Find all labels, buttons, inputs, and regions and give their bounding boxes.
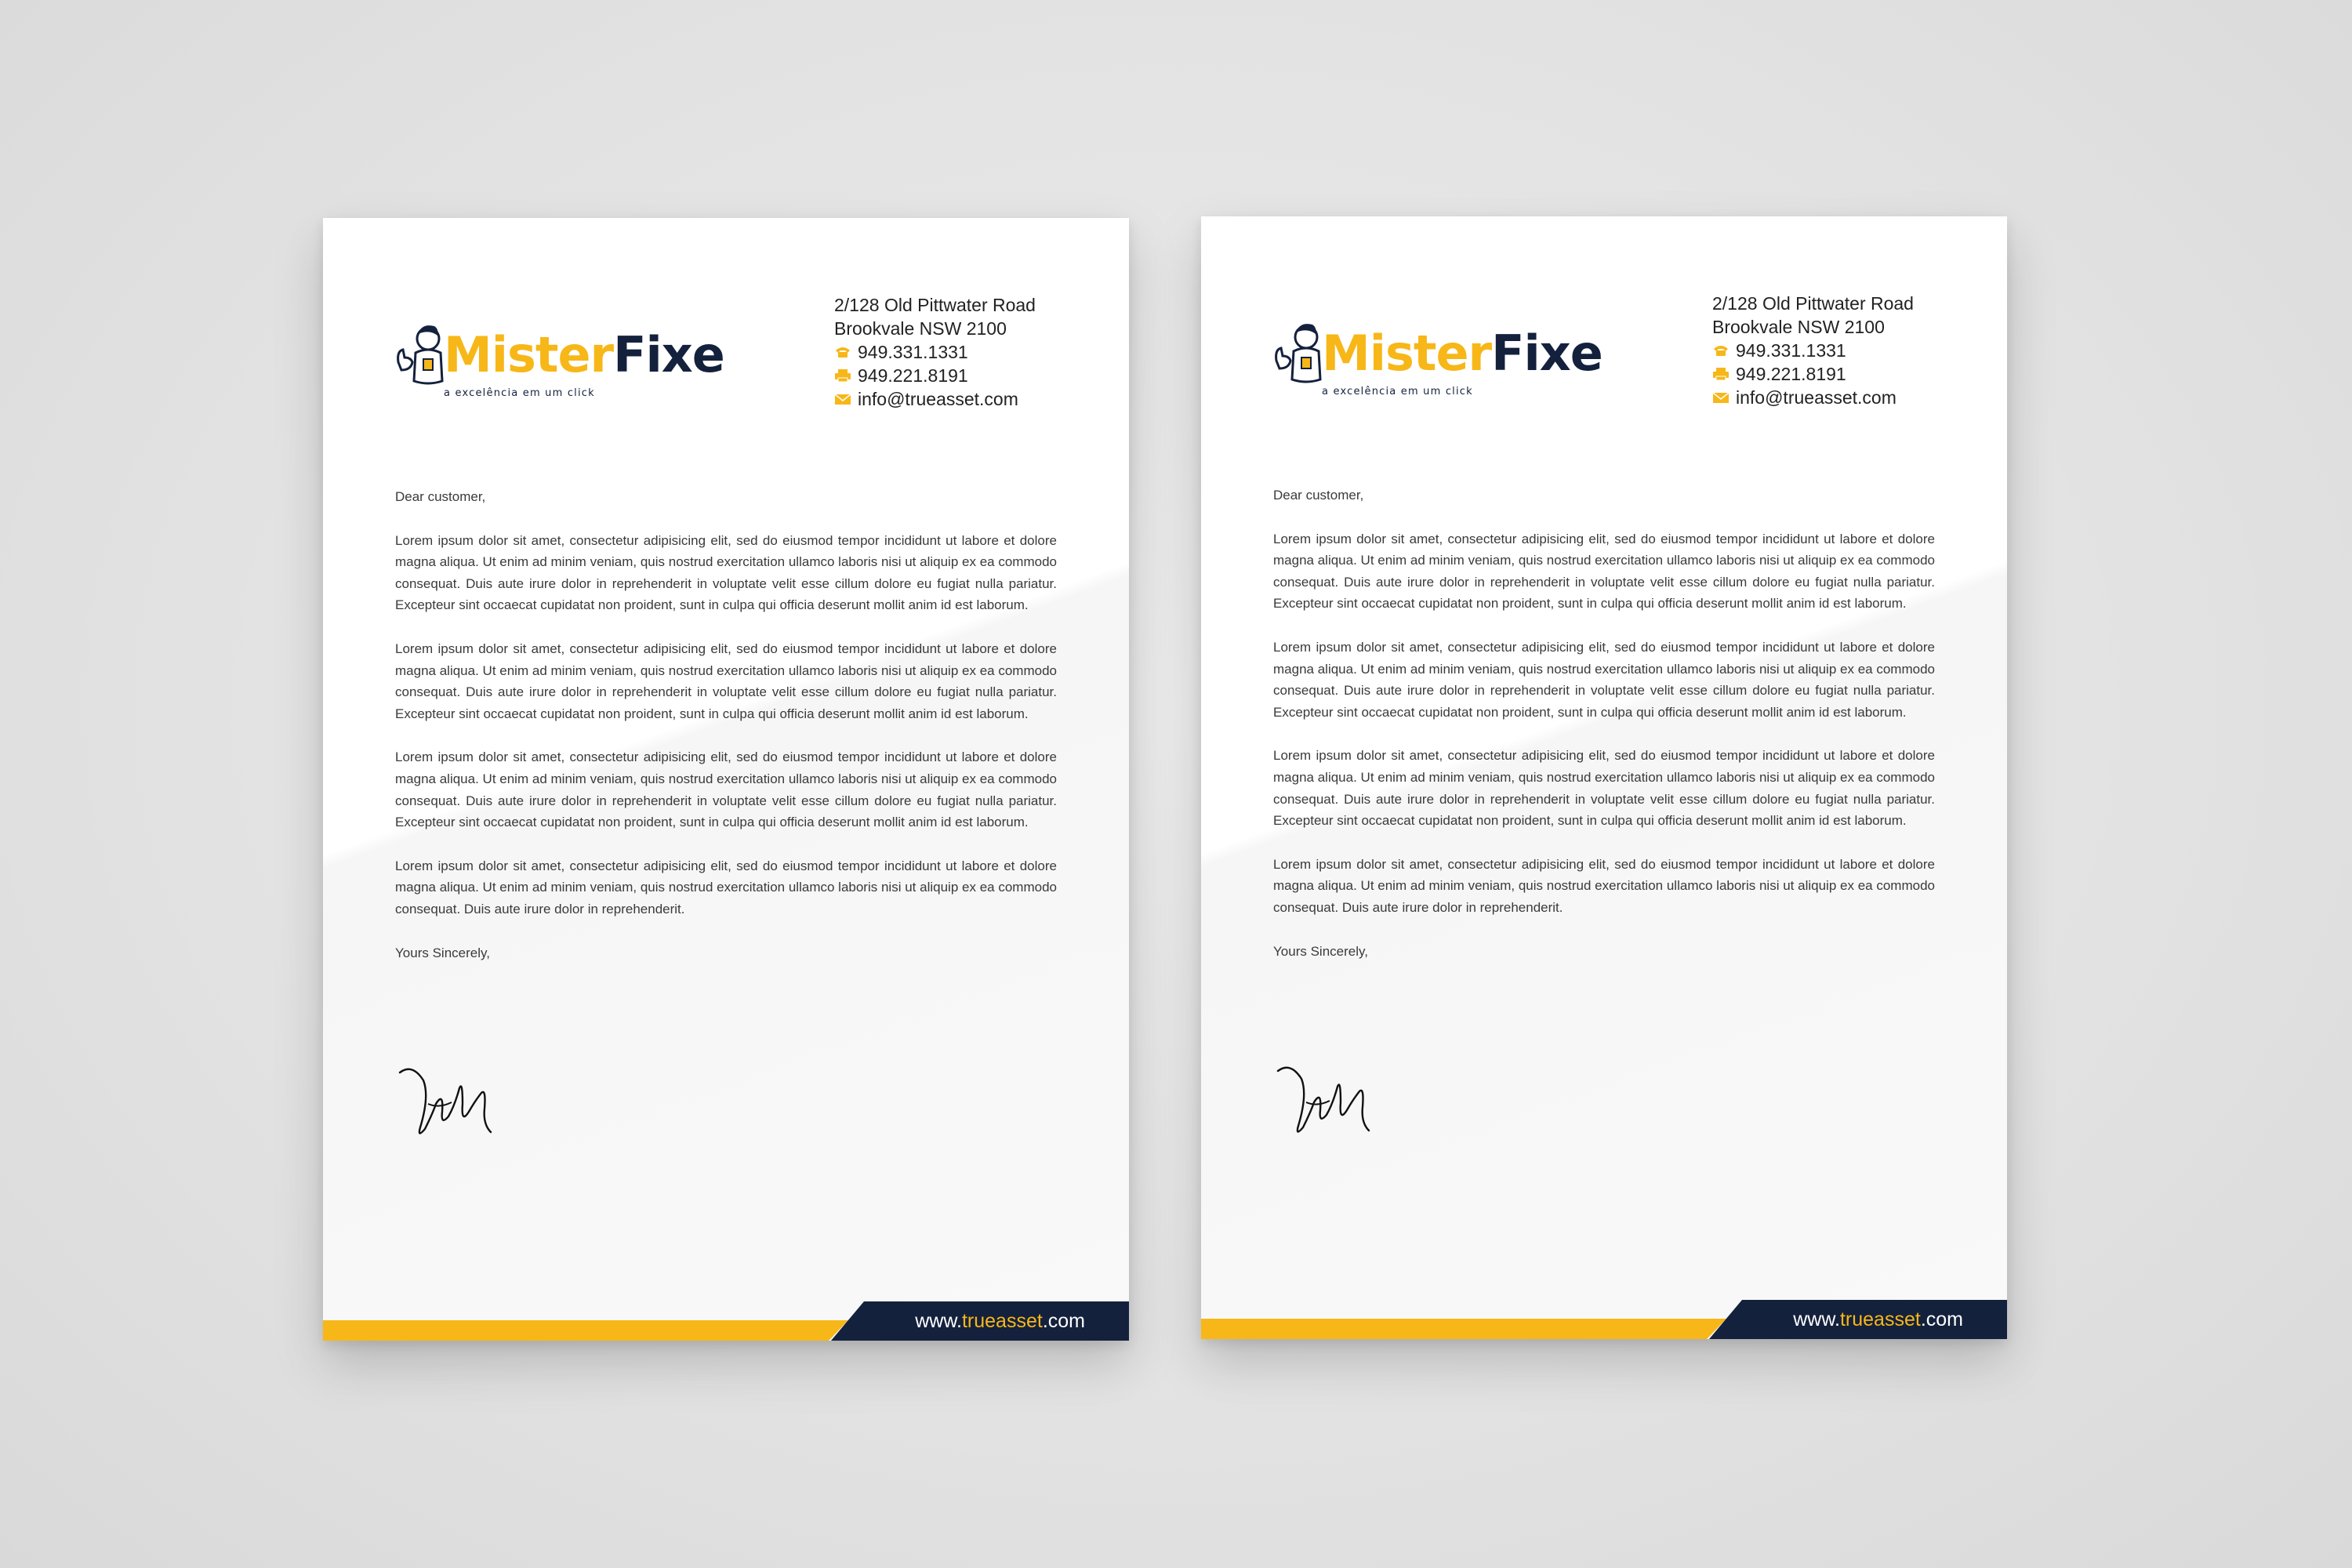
contact-block (1712, 292, 1963, 409)
letter-paragraph: Lorem ipsum dolor sit amet, consectetur adipisicing elit, sed do eiusmod tempor incididunt ut labore et dolore magna aliqua. Ut enim ad minim veniam, quis nostrud exercitation ullamco laboris nisi ut aliquip ex ea commodo consequat. Duis aute irure dolor in reprehenderit in voluptate velit esse cillum dolore eu fugiat nulla pariatur. Excepteur sint occaecat cupidatat non proident, sunt in culpa qui officia deserunt mollit anim id est laborum. (1273, 531, 1935, 612)
letter-body (1273, 485, 1935, 962)
brand-tagline: a excelência em um click (444, 387, 595, 399)
mascot-icon (394, 318, 448, 397)
letter-paragraph: Lorem ipsum dolor sit amet, consectetur adipisicing elit, sed do eiusmod tempor incididunt ut labore et dolore magna aliqua. Ut enim ad minim veniam, quis nostrud exercitation ullamco laboris nisi ut aliquip ex ea commodo consequat. Duis aute irure dolor in reprehenderit in voluptate velit esse cillum dolore eu fugiat nulla pariatur. Excepteur sint occaecat cupidatat non proident, sunt in culpa qui officia deserunt mollit anim id est laborum. (1273, 748, 1935, 829)
email-icon (834, 393, 851, 405)
fax-icon (834, 369, 851, 382)
letter-body (395, 486, 1057, 964)
address-line-1: 2/128 Old Pittwater Road (1712, 293, 1914, 314)
letter-paragraph: Lorem ipsum dolor sit amet, consectetur adipisicing elit, sed do eiusmod tempor incididunt ut labore et dolore magna aliqua. Ut enim ad minim veniam, quis nostrud exercitation ullamco laboris nisi ut aliquip ex ea commodo consequat. Duis aute irure dolor in reprehenderit in voluptate velit esse cillum dolore eu fugiat nulla pariatur. Excepteur sint occaecat cupidatat non proident, sunt in culpa qui officia deserunt mollit anim id est laborum. (395, 641, 1057, 721)
email-row (834, 387, 1085, 411)
email-icon (1712, 391, 1730, 404)
footer-band (323, 1301, 1129, 1341)
letter-paragraph: Lorem ipsum dolor sit amet, consectetur adipisicing elit, sed do eiusmod tempor incididunt ut labore et dolore magna aliqua. Ut enim ad minim veniam, quis nostrud exercitation ullamco laboris nisi ut aliquip ex ea commodo consequat. Duis aute irure dolor in reprehenderit in voluptate velit esse cillum dolore eu fugiat nulla pariatur. Excepteur sint occaecat cupidatat non proident, sunt in culpa qui officia deserunt mollit anim id est laborum. (395, 750, 1057, 830)
address-line-2: Brookvale NSW 2100 (1712, 317, 1885, 337)
mascot-icon (1272, 317, 1327, 395)
contact-block (834, 293, 1085, 411)
signature (397, 1057, 506, 1151)
footer-yellow-bar (1201, 1319, 1703, 1339)
brand-tagline: a excelência em um click (1322, 386, 1473, 397)
fax-number: 949.221.8191 (1736, 364, 1846, 384)
footer-website-link[interactable]: www.trueasset.com (915, 1310, 1085, 1332)
letter-greeting: Dear customer, (395, 489, 486, 504)
email-row (1712, 386, 1963, 409)
email-address[interactable]: info@trueasset.com (1736, 387, 1896, 408)
footer-yellow-bar (323, 1320, 825, 1341)
phone-icon (1712, 344, 1730, 357)
brand-wordmark: MisterFixe (1322, 325, 1602, 382)
phone-number: 949.331.1331 (858, 342, 968, 362)
brand-wordmark: MisterFixe (444, 326, 724, 383)
fax-row (834, 364, 1085, 387)
brand-logo (394, 318, 724, 405)
signature (1275, 1055, 1385, 1149)
footer-website-link[interactable]: www.trueasset.com (1793, 1308, 1963, 1330)
brand-logo (1272, 317, 1602, 403)
letter-closing: Yours Sincerely, (395, 945, 490, 960)
phone-number: 949.331.1331 (1736, 340, 1846, 361)
phone-icon (834, 346, 851, 358)
address-line-1: 2/128 Old Pittwater Road (834, 295, 1036, 315)
letter-paragraph: Lorem ipsum dolor sit amet, consectetur adipisicing elit, sed do eiusmod tempor incididunt ut labore et dolore magna aliqua. Ut enim ad minim veniam, quis nostrud exercitation ullamco laboris nisi ut aliquip ex ea commodo consequat. Duis aute irure dolor in reprehenderit. (395, 858, 1057, 916)
fax-number: 949.221.8191 (858, 365, 968, 386)
phone-row (1712, 339, 1963, 362)
letter-closing: Yours Sincerely, (1273, 943, 1368, 959)
letter-paragraph: Lorem ipsum dolor sit amet, consectetur adipisicing elit, sed do eiusmod tempor incididunt ut labore et dolore magna aliqua. Ut enim ad minim veniam, quis nostrud exercitation ullamco laboris nisi ut aliquip ex ea commodo consequat. Duis aute irure dolor in reprehenderit in voluptate velit esse cillum dolore eu fugiat nulla pariatur. Excepteur sint occaecat cupidatat non proident, sunt in culpa qui officia deserunt mollit anim id est laborum. (1273, 639, 1935, 720)
letter-greeting: Dear customer, (1273, 488, 1364, 503)
letter-paragraph: Lorem ipsum dolor sit amet, consectetur adipisicing elit, sed do eiusmod tempor incididunt ut labore et dolore magna aliqua. Ut enim ad minim veniam, quis nostrud exercitation ullamco laboris nisi ut aliquip ex ea commodo consequat. Duis aute irure dolor in reprehenderit in voluptate velit esse cillum dolore eu fugiat nulla pariatur. Excepteur sint occaecat cupidatat non proident, sunt in culpa qui officia deserunt mollit anim id est laborum. (395, 532, 1057, 613)
fax-icon (1712, 368, 1730, 380)
letter-paragraph: Lorem ipsum dolor sit amet, consectetur adipisicing elit, sed do eiusmod tempor incididunt ut labore et dolore magna aliqua. Ut enim ad minim veniam, quis nostrud exercitation ullamco laboris nisi ut aliquip ex ea commodo consequat. Duis aute irure dolor in reprehenderit. (1273, 856, 1935, 915)
letterhead-sheet-left (323, 218, 1129, 1341)
email-address[interactable]: info@trueasset.com (858, 389, 1018, 409)
letterhead-sheet-right (1201, 216, 2007, 1339)
phone-row (834, 340, 1085, 364)
footer-band (1201, 1300, 2007, 1339)
fax-row (1712, 362, 1963, 386)
address-line-2: Brookvale NSW 2100 (834, 318, 1007, 339)
